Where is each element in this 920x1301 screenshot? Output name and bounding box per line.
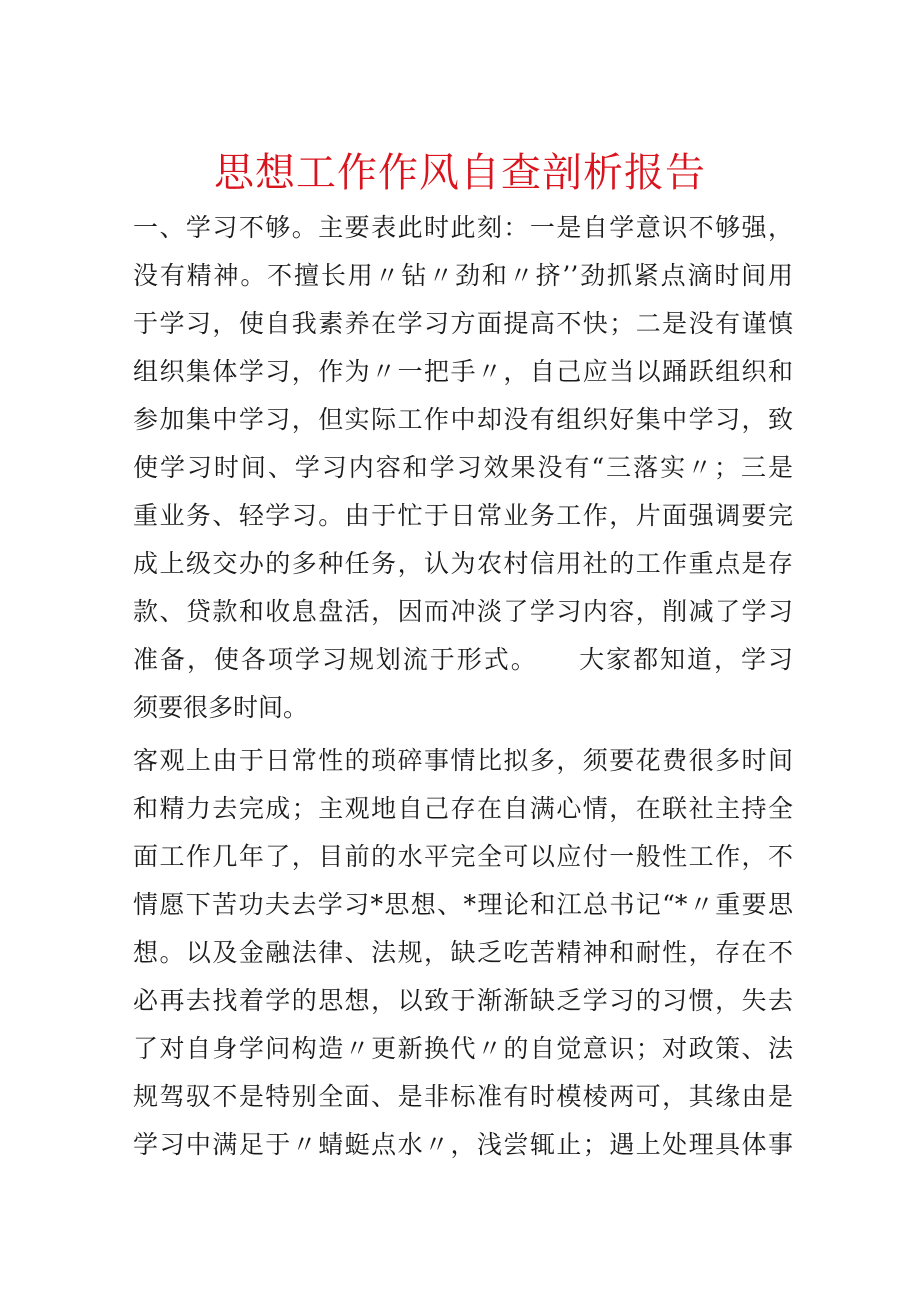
paragraph-1-line: 组织集体学习，作为〃一把手〃，自己应当以踊跃组织和 [133,357,793,386]
paragraph-1-line: 款、贷款和收息盘活，因而冲淡了学习内容，削减了学习 [133,597,793,626]
paragraph-2-line: 和精力去完成；主观地自己存在自满心情，在联社主持全 [133,794,793,823]
paragraph-2-line: 规驾驭不是特别全面、是非标准有时模棱两可，其缘由是 [133,1082,793,1111]
paragraph-1-line: 准备，使各项学习规划流于形式。 大家都知道，学习 [133,645,793,674]
paragraph-2-line: 学习中满足于〃蜻蜓点水〃，浅尝辄止；遇上处理具体事 [133,1130,793,1159]
paragraph-2-line: 想。以及金融法律、法规，缺乏吃苦精神和耐性，存在不 [133,938,793,967]
paragraph-1-line: 参加集中学习，但实际工作中却没有组织好集中学习，致 [133,405,793,434]
paragraph-1-line: 须要很多时间。 [133,693,309,722]
paragraph-1-line: 使学习时间、学习内容和学习效果没有“三落实〃；三是 [133,453,793,482]
paragraph-2-line: 面工作几年了，目前的水平完全可以应付一般性工作，不 [133,842,793,871]
paragraph-2-line: 客观上由于日常性的琐碎事情比拟多，须要花费很多时间 [133,746,793,775]
paragraph-1-line: 成上级交办的多种任务，认为农村信用社的工作重点是存 [133,549,793,578]
paragraph-1-line: 没有精神。不擅长用〃钻〃劲和〃挤’’劲抓紧点滴时间用 [133,261,793,290]
paragraph-1-line: 于学习，使自我素养在学习方面提高不快；二是没有谨慎 [133,309,793,338]
document-title: 思想工作作风自查剖析报告 [214,150,706,196]
paragraph-2-line: 必再去找着学的思想，以致于渐渐缺乏学习的习惯，失去 [133,986,793,1015]
paragraph-1-line: 重业务、轻学习。由于忙于日常业务工作，片面强调要完 [133,501,793,530]
paragraph-2-line: 情愿下苦功夫去学习*思想、*理论和江总书记“*〃重要思 [133,890,793,919]
paragraph-2-line: 了对自身学问构造〃更新换代〃的自觉意识；对政策、法 [133,1034,793,1063]
paragraph-1-line: 一、学习不够。主要表此时此刻：一是自学意识不够强， [133,213,793,242]
